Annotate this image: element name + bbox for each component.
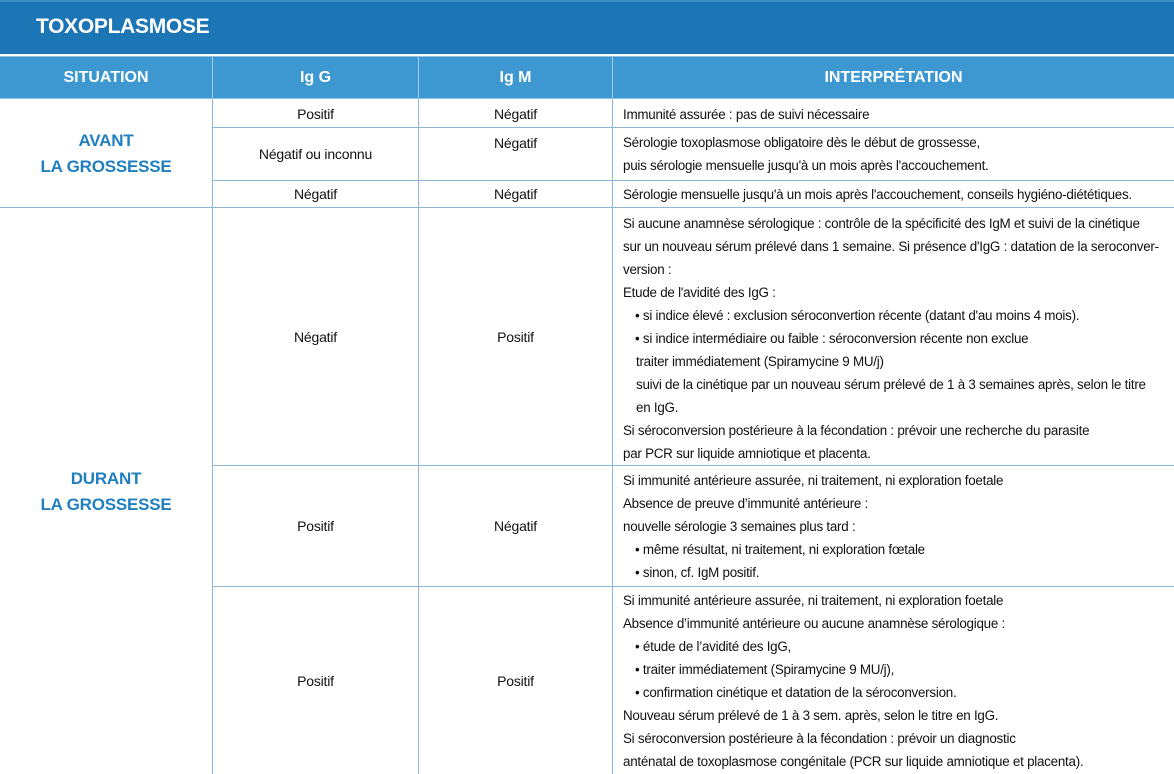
interpretation-bullet: • si indice élevé : exclusion séroconvertion récente (datant d'au moins 4 mois). xyxy=(635,308,1080,323)
interpretation-bullet: • même résultat, ni traitement, ni exploration fœtale xyxy=(635,542,925,557)
igg-value: Positif xyxy=(297,673,334,689)
igm-value: Négatif xyxy=(494,106,537,122)
interpretation-line: puis sérologie mensuelle jusqu'à un mois après l'accouchement. xyxy=(623,158,989,173)
interpretation-line: Si séroconversion postérieure à la fécondation : prévoir un diagnostic xyxy=(623,731,1016,746)
interpretation-line: Etude de l'avidité des IgG : xyxy=(623,285,776,300)
igm-value: Négatif xyxy=(494,518,537,534)
interpretation-bullet: • traiter immédiatement (Spiramycine 9 MU/j), xyxy=(635,662,895,677)
header-igm: Ig M xyxy=(499,69,532,86)
interpretation-text xyxy=(623,589,1083,773)
page-title: TOXOPLASMOSE xyxy=(36,15,210,38)
igg-value: Négatif ou inconnu xyxy=(258,146,373,162)
interpretation-text xyxy=(623,131,989,177)
interpretation-text xyxy=(623,212,1159,465)
interpretation-line: nouvelle sérologie 3 semaines plus tard : xyxy=(623,519,856,534)
interpretation-line: traiter immédiatement (Spiramycine 9 MU/j) xyxy=(636,354,884,369)
interpretation-line: Si séroconversion postérieure à la fécondation : prévoir une recherche du parasite xyxy=(623,423,1090,438)
interpretation-bullet: • sinon, cf. IgM positif. xyxy=(635,565,760,580)
situation-before-pregnancy xyxy=(0,128,212,180)
interpretation-line: sur un nouveau sérum prélevé dans 1 semaine. Si présence d'IgG : datation de la seroconver- xyxy=(623,239,1159,254)
header-igg: Ig G xyxy=(299,69,332,86)
interpretation-line: suivi de la cinétique par un nouveau sérum prélevé de 1 à 3 semaines après, selon le titre xyxy=(636,377,1146,392)
interpretation-line: version : xyxy=(623,262,672,277)
grid-line xyxy=(212,465,1174,466)
igm-value: Négatif xyxy=(494,186,537,202)
interpretation-bullet: • si indice intermédiaire ou faible : séroconversion récente non exclue xyxy=(635,331,1029,346)
interpretation-line: Si immunité antérieure assurée, ni traitement, ni exploration foetale xyxy=(623,473,1004,488)
interpretation-bullet: • confirmation cinétique et datation de la séroconversion. xyxy=(635,685,957,700)
igg-value: Négatif xyxy=(294,329,337,345)
interpretation-line: Nouveau sérum prélevé de 1 à 3 sem. après, selon le titre en IgG. xyxy=(623,708,999,723)
situation-line: LA GROSSESSE xyxy=(40,157,172,176)
interpretation-text xyxy=(623,103,869,126)
situation-line: DURANT xyxy=(70,469,142,488)
interpretation-line: Si immunité antérieure assurée, ni traitement, ni exploration foetale xyxy=(623,593,1004,608)
header-situation: SITUATION xyxy=(63,69,149,86)
interpretation-line: Immunité assurée : pas de suivi nécessaire xyxy=(623,107,870,122)
interpretation-line: Sérologie mensuelle jusqu'à un mois après l'accouchement, conseils hygiéno-diététiques. xyxy=(623,187,1132,202)
interpretation-text xyxy=(623,469,1003,584)
situation-line: AVANT xyxy=(78,131,134,150)
interpretation-line: anténatal de toxoplasmose congénitale (PCR sur liquide amniotique et placenta). xyxy=(623,754,1084,769)
grid-line xyxy=(212,127,1174,128)
igg-value: Positif xyxy=(297,106,334,122)
interpretation-line: Sérologie toxoplasmose obligatoire dès le début de grossesse, xyxy=(623,135,980,150)
situation-line: LA GROSSESSE xyxy=(40,495,172,514)
interpretation-line: en IgG. xyxy=(636,400,679,415)
interpretation-text xyxy=(623,183,1132,206)
igm-value: Positif xyxy=(497,329,534,345)
title-bar xyxy=(0,0,1174,54)
table-header xyxy=(0,56,1174,99)
grid-line xyxy=(212,586,1174,587)
igg-value: Négatif xyxy=(294,186,337,202)
grid-line xyxy=(212,180,1174,181)
grid-line xyxy=(612,99,613,774)
situation-during-pregnancy xyxy=(0,466,212,518)
interpretation-line: Si aucune anamnèse sérologique : contrôle de la spécificité des IgM et suivi de la cinétique xyxy=(623,216,1140,231)
igg-value: Positif xyxy=(297,518,334,534)
igm-value: Positif xyxy=(497,673,534,689)
interpretation-bullet: • étude de l’avidité des IgG, xyxy=(635,639,791,654)
group-divider xyxy=(0,207,1174,208)
interpretation-line: Absence d’immunité antérieure ou aucune anamnèse sérologique : xyxy=(623,616,1006,631)
header-interpretation: INTERPRÉTATION xyxy=(824,69,963,86)
interpretation-line: par PCR sur liquide amniotique et placenta. xyxy=(623,446,871,461)
interpretation-line: Absence de preuve d’immunité antérieure : xyxy=(623,496,869,511)
igm-value: Négatif xyxy=(494,135,537,151)
